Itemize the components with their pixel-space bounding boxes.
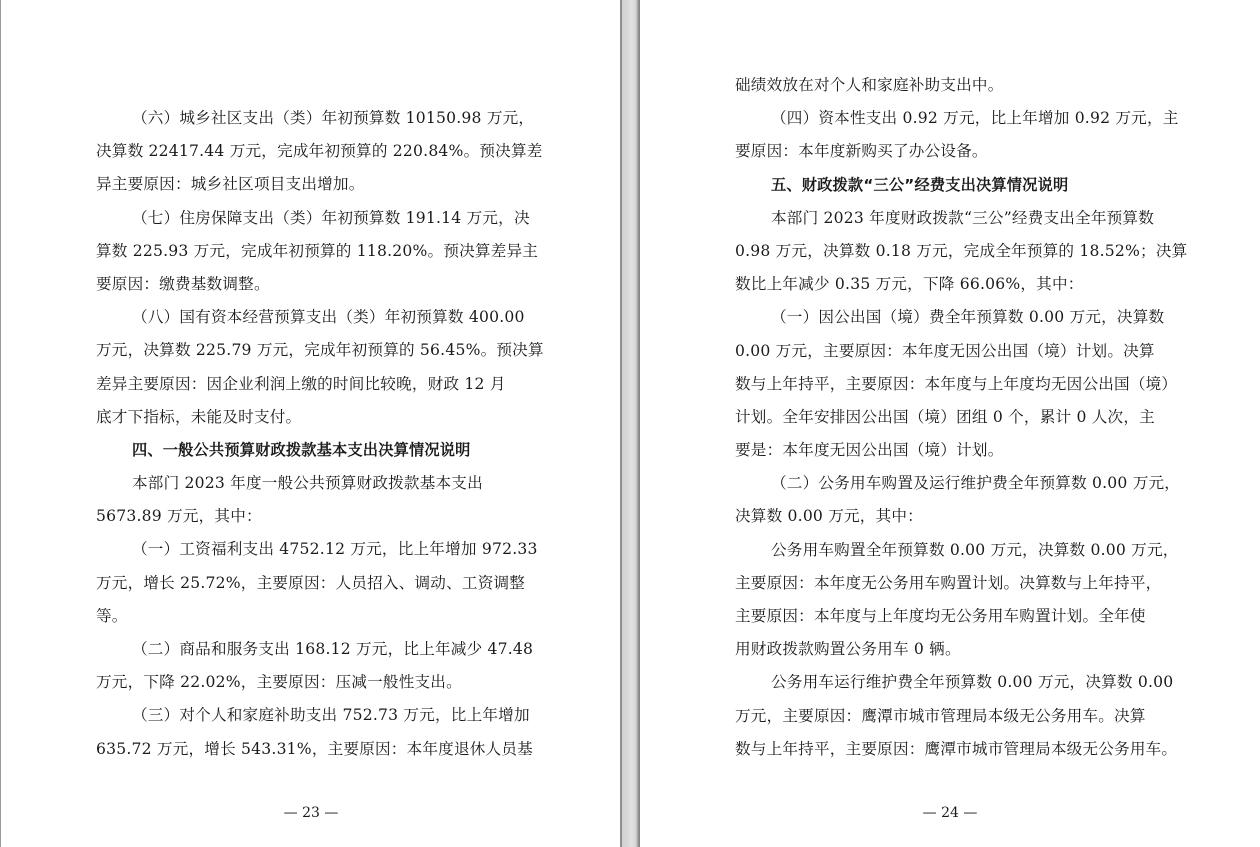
paragraph-line: 数与上年持平，主要原因：本年度与上年度均无因公出国（境） — [735, 374, 1178, 393]
paragraph-line: 本部门 2023 年度一般公共预算财政拨款基本支出 — [132, 474, 483, 493]
paragraph-line: 万元，下降 22.02%，主要原因：压减一般性支出。 — [96, 673, 462, 692]
paragraph-line: 万元，增长 25.72%，主要原因：人员招入、调动、工资调整 — [96, 573, 526, 592]
paragraph-line: 异主要原因：城乡社区项目支出增加。 — [96, 175, 365, 194]
section-heading: 四、一般公共预算财政拨款基本支出决算情况说明 — [132, 440, 471, 459]
paragraph-line: 数与上年持平，主要原因：鹰潭市城市管理局本级无公务用车。 — [735, 739, 1178, 758]
paragraph-line: （八）国有资本经营预算支出（类）年初预算数 400.00 — [132, 308, 525, 327]
paragraph-line: 决算数 22417.44 万元，完成年初预算的 220.84%。预决算差 — [96, 142, 543, 161]
paragraph-line: 主要原因：本年度无公务用车购置计划。决算数与上年持平， — [735, 573, 1162, 592]
page-number: — 24 — — [922, 805, 978, 821]
paragraph-line: 用财政拨款购置公务用车 0 辆。 — [735, 640, 961, 659]
paragraph-line: 决算数 0.00 万元，其中： — [735, 507, 923, 526]
paragraph-line: 5673.89 万元，其中： — [96, 507, 262, 526]
paragraph-line: 算数 225.93 万元，完成年初预算的 118.20%。预决算差异主 — [96, 241, 539, 260]
paragraph-line: （七）住房保障支出（类）年初预算数 191.14 万元，决 — [132, 208, 530, 227]
paragraph-line: （四）资本性支出 0.92 万元，比上年增加 0.92 万元，主 — [771, 109, 1179, 128]
paragraph-line: （六）城乡社区支出（类）年初预算数 10150.98 万元， — [132, 109, 535, 127]
paragraph-line: 万元，决算数 225.79 万元，完成年初预算的 56.45%。预决算 — [96, 341, 544, 360]
paragraph-line: （二）商品和服务支出 168.12 万元，比上年减少 47.48 — [132, 640, 534, 658]
paragraph-line: （一）工资福利支出 4752.12 万元，比上年增加 972.33 — [132, 540, 538, 559]
paragraph-line: 底才下指标，未能及时支付。 — [96, 407, 302, 426]
paragraph-line: 要原因：缴费基数调整。 — [96, 274, 270, 293]
paragraph-line: 等。 — [96, 606, 128, 625]
paragraph-line: 635.72 万元，增长 543.31%，主要原因：本年度退休人员基 — [96, 739, 533, 758]
paragraph-line: （一）因公出国（境）费全年预算数 0.00 万元，决算数 — [771, 308, 1165, 327]
paragraph-line: 公务用车购置全年预算数 0.00 万元，决算数 0.00 万元， — [771, 540, 1179, 559]
section-heading: 五、财政拨款“三公”经费支出决算情况说明 — [771, 175, 1069, 194]
paragraph-line: 0.98 万元，决算数 0.18 万元，完成全年预算的 18.52%；决算 — [735, 241, 1188, 260]
paragraph-line: 万元，主要原因：鹰潭市城市管理局本级无公务用车。决算 — [735, 706, 1146, 725]
page-number: — 23 — — [283, 805, 339, 821]
paragraph-line: 公务用车运行维护费全年预算数 0.00 万元，决算数 0.00 — [771, 673, 1174, 692]
paragraph-line: 差异主要原因：因企业利润上缴的时间比较晚，财政 12 月 — [96, 374, 506, 393]
page-body-left — [96, 102, 544, 766]
paragraph-line: 要原因：本年度新购买了办公设备。 — [735, 142, 988, 161]
paragraph-line: 计划。全年安排因公出国（境）团组 0 个，累计 0 人次，主 — [735, 407, 1155, 426]
page-gutter — [620, 0, 640, 847]
paragraph-line: 本部门 2023 年度财政拨款“三公”经费支出全年预算数 — [771, 208, 1155, 227]
paragraph-line: （三）对个人和家庭补助支出 752.73 万元，比上年增加 — [132, 706, 530, 725]
paragraph-line: 础绩效放在对个人和家庭补助支出中。 — [735, 76, 1004, 94]
document-page-right — [640, 0, 1260, 847]
page-body-right — [735, 69, 1188, 766]
paragraph-line: 主要原因：本年度与上年度均无公务用车购置计划。全年使 — [735, 607, 1146, 625]
paragraph-line: 0.00 万元，主要原因：本年度无因公出国（境）计划。决算 — [735, 341, 1155, 360]
paragraph-line: （二）公务用车购置及运行维护费全年预算数 0.00 万元， — [771, 474, 1181, 493]
document-page-left — [0, 0, 620, 847]
paragraph-line: 数比上年减少 0.35 万元，下降 66.06%，其中： — [735, 275, 1084, 294]
paragraph-line: 要是：本年度无因公出国（境）计划。 — [735, 441, 1004, 460]
